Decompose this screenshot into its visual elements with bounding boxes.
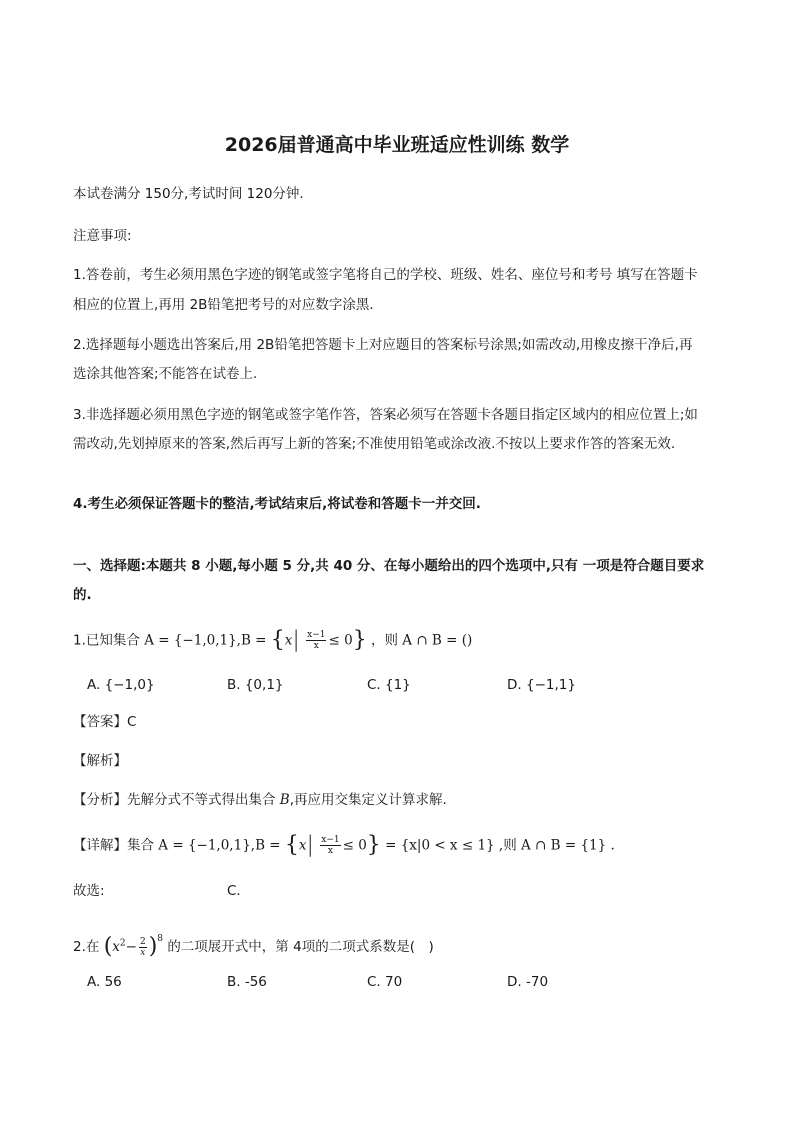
set-b-var: x <box>284 632 293 649</box>
q1-choice-value: C. <box>227 883 241 899</box>
q2-option-a: A. 56 <box>87 974 122 990</box>
left-brace: { <box>270 627 285 653</box>
notice-3-line-1: 3.非选择题必须用黑色字迹的钢笔或签字笔作答，答案必须写在答题卡各题目指定区域内的相应位置上;如 <box>73 407 698 423</box>
notice-heading: 注意事项: <box>73 228 132 244</box>
section-heading-line-1: 一、选择题:本题共 8 小题,每小题 5 分,共 40 分、在每小题给出的四个选项中,只有 一项是符合题目要求 <box>73 558 705 574</box>
question-2-stem: 2.在 ($x^2-$ $\frac{2}{x}$ )$^8$ 的二项展开式中，第 4项的二项式系数是( ) <box>73 934 434 959</box>
set-a: A = {−1,0,1} <box>144 632 237 649</box>
notice-3-line-2: 需改动,先划掉原来的答案,然后再写上新的答案;不准使用铅笔或涂改液.不按以上要求作答的答案无效. <box>73 436 676 452</box>
q1-option-b: B. {0,1} <box>227 677 284 693</box>
q2-option-c: C. 70 <box>367 974 403 990</box>
bar: | <box>292 627 300 653</box>
question-1-suffix: ，则 <box>370 632 398 649</box>
set-b-lhs: ,B = <box>236 632 267 649</box>
q2-option-d: D. -70 <box>507 974 549 990</box>
set-b-inequality: ≤ 0 <box>328 632 353 649</box>
question-1-expression: A ∩ B = () <box>402 632 473 649</box>
notice-2-line-1: 2.选择题每小题选出答案后,用 2B铅笔把答题卡上对应题目的答案标号涂黑;如需改动,用橡皮擦干净后,再 <box>73 337 693 353</box>
q1-answer: 【答案】C <box>73 714 137 730</box>
page-title: 2026届普通高中毕业班适应性训练 数学 <box>224 134 570 156</box>
q2-fraction: $\frac{2}{x}$ <box>139 936 146 958</box>
q1-analysis-label: 【解析】 <box>73 753 127 769</box>
q1-choice-label: 故选: <box>73 883 105 899</box>
notice-1-line-2: 相应的位置上,再用 2B铅笔把考号的对应数字涂黑. <box>73 297 374 313</box>
right-brace: } <box>352 627 367 653</box>
section-heading-line-2: 的. <box>73 587 92 603</box>
notice-1-line-1: 1.答卷前，考生必须用黑色字迹的钢笔或签字笔将自己的学校、班级、姓名、座位号和考号 填写在答题卡 <box>73 267 698 283</box>
q1-option-a: A. {−1,0} <box>87 677 155 693</box>
q1-detail: 【详解】集合 A = {−1,0,1},B = {x| $\frac{x-1}{x}$ ≤ 0} = {x|0 < x ≤ 1} ,则 A ∩ B = {1} . <box>73 832 615 858</box>
notice-2-line-2: 选涂其他答案;不能答在试卷上. <box>73 366 258 382</box>
detail-fraction: $\frac{x-1}{x}$ <box>321 835 340 856</box>
notice-4: 4.考生必须保证答题卡的整洁,考试结束后,将试卷和答题卡一并交回. <box>73 496 481 512</box>
set-b-fraction: $\frac{x-1}{x}$ <box>307 630 326 651</box>
question-1-prefix: 1.已知集合 <box>73 632 140 649</box>
q1-option-c: C. {1} <box>367 677 411 693</box>
q1-option-d: D. {−1,1} <box>507 677 576 693</box>
q2-option-b: B. -56 <box>227 974 267 990</box>
q1-fenxi: 【分析】先解分式不等式得出集合 B,再应用交集定义计算求解. <box>73 792 447 808</box>
exam-intro: 本试卷满分 150分,考试时间 120分钟. <box>73 186 304 202</box>
question-1-stem <box>73 627 473 653</box>
